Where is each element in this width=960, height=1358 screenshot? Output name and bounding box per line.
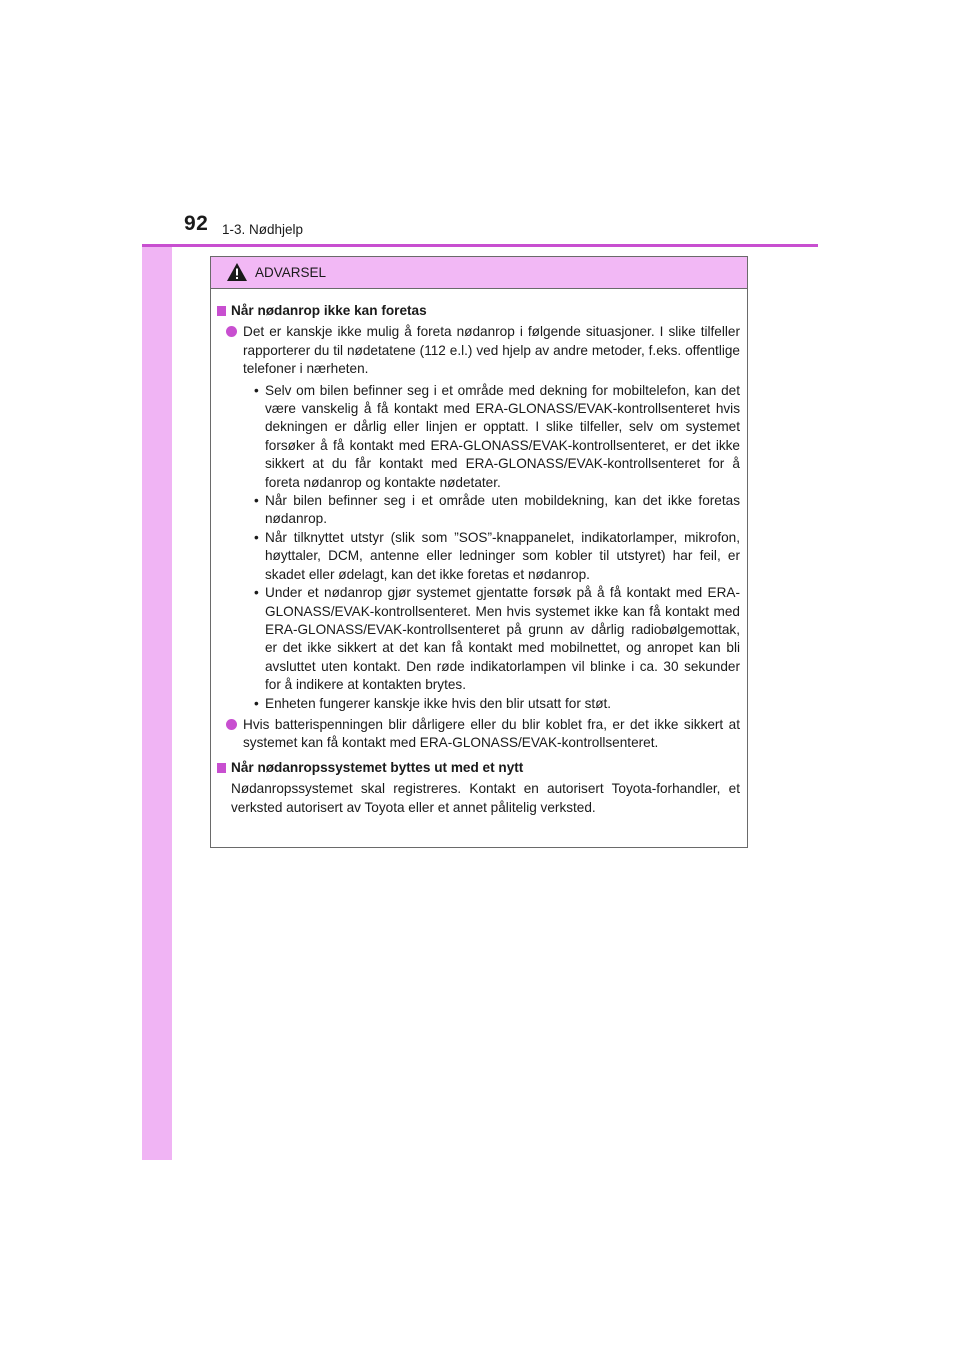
header-divider <box>142 244 818 247</box>
warning-body <box>211 289 747 817</box>
section-heading <box>217 302 740 320</box>
round-bullet-icon <box>226 326 237 337</box>
list-item: • Enheten fungerer kanskje ikke hvis den blir utsatt for støt. <box>217 695 740 713</box>
situation-list <box>217 382 740 713</box>
list-item: • Når bilen befinner seg i et område uten mobildekning, kan det ikke foretas nødanrop. <box>217 492 740 529</box>
list-item: • Når tilknyttet utstyr (slik som ”SOS”-knappanelet, indikatorlamper, mikrofon, høyttaler, DCM, antenne eller ledninger som kobler til utstyret) har feil, er skadet eller ødelagt, kan det ikke foretas et nødanrop. <box>217 529 740 584</box>
round-bullet-icon <box>226 719 237 730</box>
section-heading <box>217 759 740 777</box>
warning-label: ADVARSEL <box>255 265 327 280</box>
square-bullet-icon <box>217 763 226 773</box>
warning-header <box>211 257 747 289</box>
paragraph-text: Det er kanskje ikke mulig å foreta nødanrop i følgende situasjoner. I slike tilfeller rapporterer du til nødetatene (112 e.l.) ved hjelp av andre metoder, f.eks. offentlige telefoner i nærheten. <box>243 324 740 377</box>
section-heading-text: Når nødanropssystemet byttes ut med et nytt <box>231 759 524 775</box>
square-bullet-icon <box>217 306 226 316</box>
section-title: 1-3. Nødhjelp <box>222 222 304 237</box>
warning-triangle-icon <box>226 262 248 282</box>
list-item: • Selv om bilen befinner seg i et område med dekning for mobiltelefon, kan det være vanskelig å få kontakt med ERA-GLONASS/EVAK-kontrollsenteret hvis dekningen er dårlig eller linjen er opptatt. I slike tilfeller, selv om systemet forsøker å få kontakt med ERA-GLONASS/EVAK-kontrollsenteret, er det ikke sikkert at du får kontakt med ERA-GLONASS/EVAK-kontrollsenteret for å foreta nødanrop og kontakte nødetater. <box>217 382 740 492</box>
warning-paragraph <box>217 323 740 378</box>
side-color-strip <box>142 196 172 1160</box>
paragraph-text: Nødanropssystemet skal registreres. Kontakt en autorisert Toyota-forhandler, et verksted autorisert av Toyota eller et annet pålitelig verksted. <box>231 781 740 815</box>
list-item: • Under et nødanrop gjør systemet gjentatte forsøk på å få kontakt med ERA-GLONASS/EVAK-kontrollsenteret. Men hvis systemet ikke kan få kontakt med ERA-GLONASS/EVAK-kontrollsenteret på grunn av dårlig radiobølgemottak, er det ikke sikkert at det kan få kontakt med mobilnettet, og anropet kan bli avsluttet uten kontakt. Den røde indikatorlampen vil blinke i ca. 30 sekunder for å indikere at kontakten brytes. <box>217 584 740 694</box>
section-heading-text: Når nødanrop ikke kan foretas <box>231 303 427 318</box>
warning-paragraph <box>217 716 740 753</box>
paragraph-text: Hvis batterispenningen blir dårligere eller du blir koblet fra, er det ikke sikkert at systemet kan få kontakt med ERA-GLONASS/EVAK-kontrollsenteret. <box>243 716 740 751</box>
warning-box <box>210 256 748 848</box>
page-number: 92 <box>184 212 209 235</box>
